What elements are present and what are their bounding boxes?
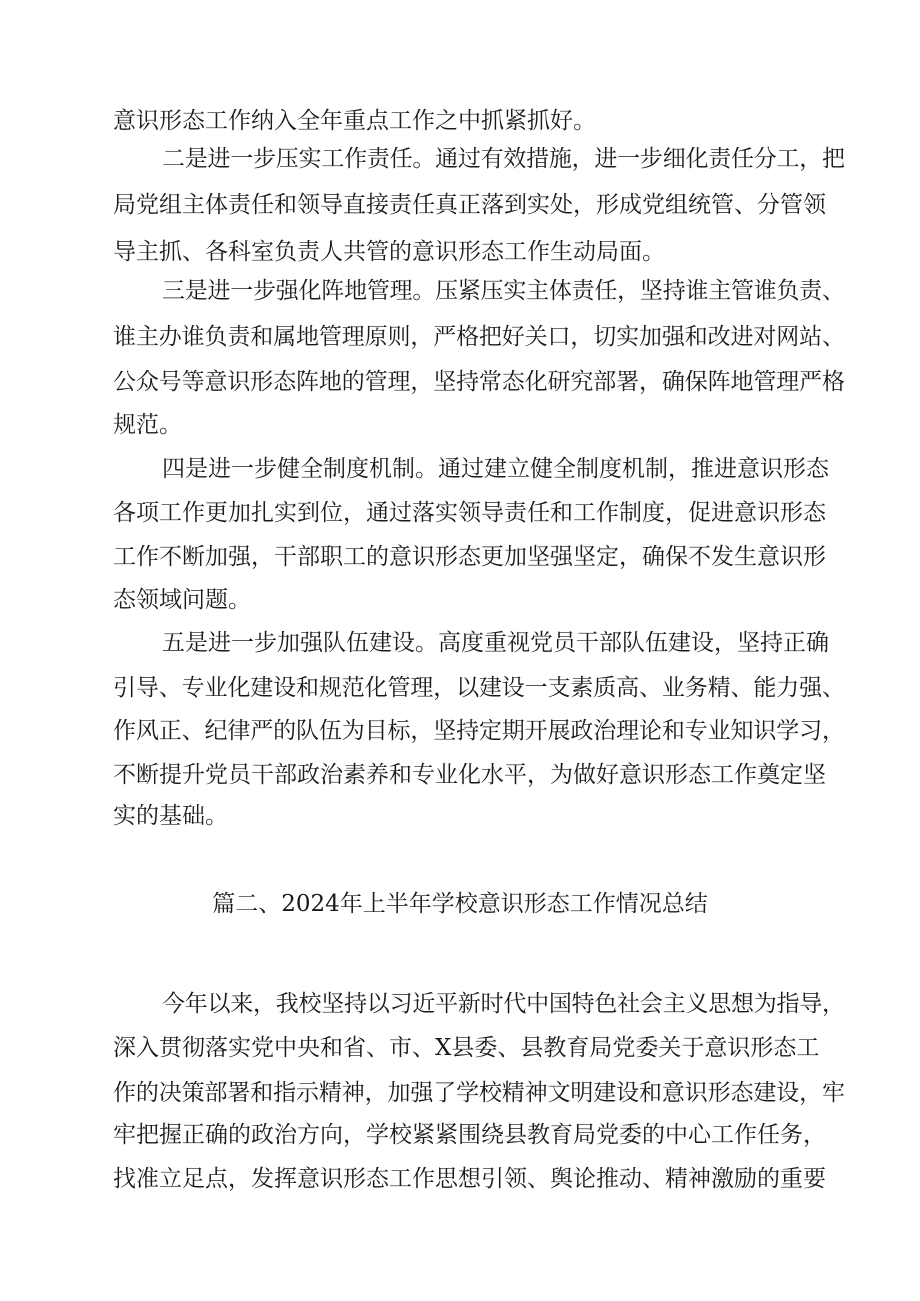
paragraph-line: 三是进一步强化阵地管理。压紧压实主体责任，坚持谁主管谁负责、 (162, 278, 845, 304)
paragraph-line: 引导、专业化建设和规范化管理，以建设一支素质高、业务精、能力强、 (113, 675, 845, 701)
paragraph-line: 不断提升党员干部政治素养和专业化水平，为做好意识形态工作奠定坚 (113, 762, 826, 788)
paragraph-line: 局党组主体责任和领导直接责任真正落到实处，形成党组统管、分管领 (113, 192, 826, 218)
paragraph-line: 深入贯彻落实党中央和省、市、X县委、县教育局党委关于意识形态工 (113, 1035, 820, 1061)
paragraph-line: 公众号等意识形态阵地的管理，坚持常态化研究部署，确保阵地管理严格 (113, 369, 845, 395)
paragraph-line: 找准立足点，发挥意识形态工作思想引领、舆论推动、精神激励的重要 (113, 1166, 826, 1192)
paragraph-line: 各项工作更加扎实到位，通过落实领导责任和工作制度，促进意识形态 (113, 500, 826, 526)
paragraph-line: 意识形态工作纳入全年重点工作之中抓紧抓好。 (113, 108, 596, 134)
paragraph-line: 态领域问题。 (113, 587, 251, 613)
section-title: 篇二、2024年上半年学校意识形态工作情况总结 (212, 891, 708, 917)
paragraph-line: 作的决策部署和指示精神，加强了学校精神文明建设和意识形态建设，牢 (113, 1080, 845, 1106)
paragraph-line: 工作不断加强，干部职工的意识形态更加坚强坚定，确保不发生意识形 (113, 544, 826, 570)
paragraph-line: 今年以来，我校坚持以习近平新时代中国特色社会主义思想为指导， (162, 991, 845, 1017)
paragraph-line: 二是进一步压实工作责任。通过有效措施，进一步细化责任分工，把 (162, 146, 845, 172)
paragraph-line: 作风正、纪律严的队伍为目标，坚持定期开展政治理论和专业知识学习， (113, 718, 845, 744)
paragraph-line: 谁主办谁负责和属地管理原则，严格把好关口，切实加强和改进对网站、 (113, 324, 845, 350)
paragraph-line: 实的基础。 (113, 803, 228, 829)
paragraph-line: 规范。 (113, 412, 182, 438)
paragraph-line: 导主抓、各科室负责人共管的意识形态工作生动局面。 (113, 239, 665, 265)
paragraph-line: 牢把握正确的政治方向，学校紧紧围绕县教育局党委的中心工作任务， (113, 1122, 826, 1148)
paragraph-line: 五是进一步加强队伍建设。高度重视党员干部队伍建设，坚持正确 (162, 630, 829, 656)
paragraph-line: 四是进一步健全制度机制。通过建立健全制度机制，推进意识形态 (162, 456, 829, 482)
